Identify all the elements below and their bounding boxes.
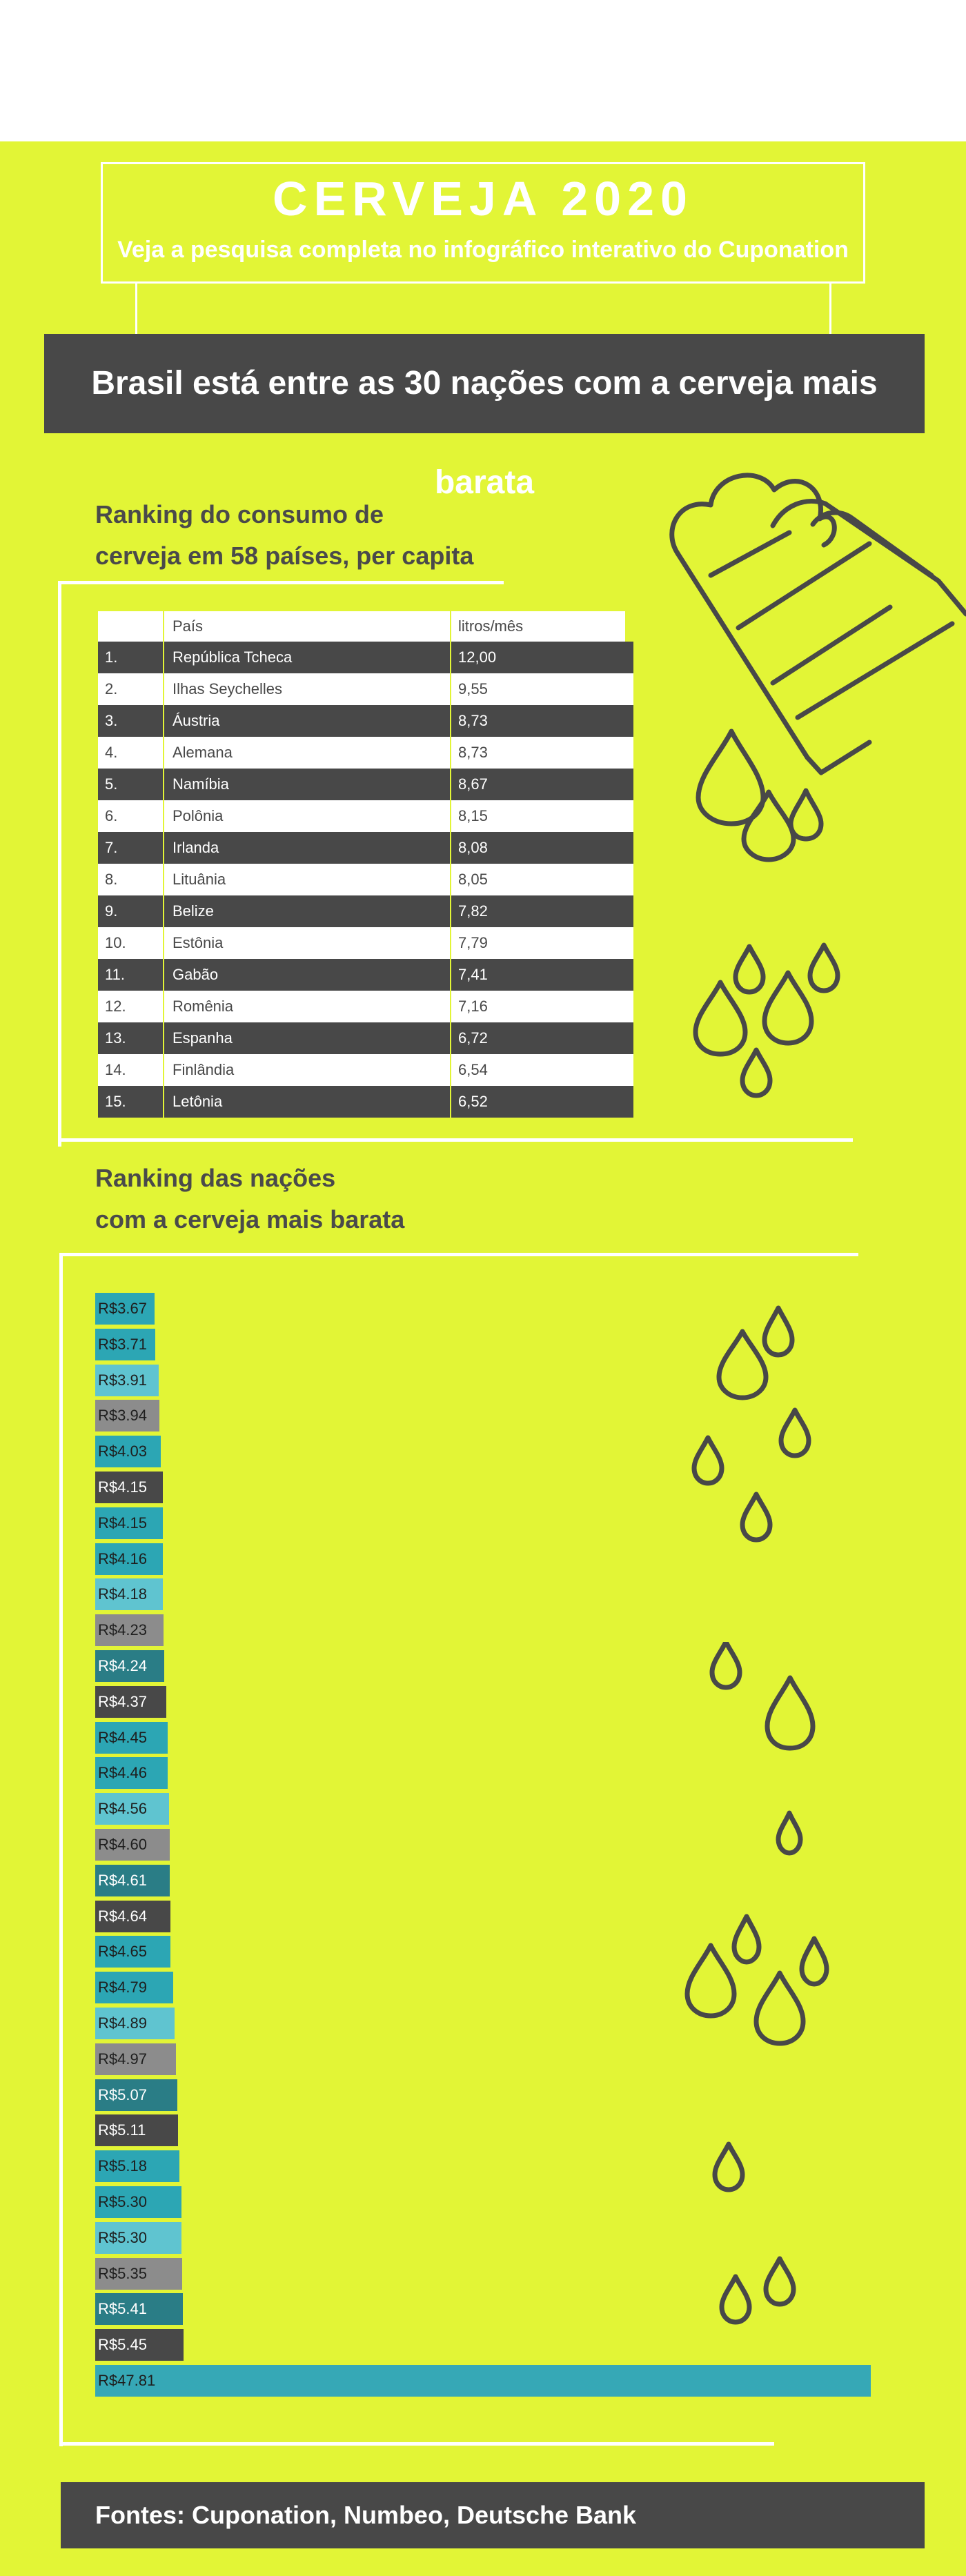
bar-value-label: R$4.60 — [98, 1836, 147, 1853]
bar-value-label: R$5.45 — [98, 2336, 147, 2353]
cheapest-heading-line-2: com a cerveja mais barata — [95, 1205, 405, 1233]
section2-bottom-rule — [59, 2442, 774, 2446]
cheapest-heading-line-1: Ranking das nações — [95, 1164, 336, 1192]
table-header-country: País — [164, 611, 451, 642]
table-header-rank — [98, 611, 164, 642]
table-cell-country: Espanha — [164, 1022, 451, 1054]
bar-value-label: R$5.41 — [98, 2300, 147, 2317]
table-row — [98, 1054, 633, 1086]
beer-drops-lower-icon — [683, 1642, 862, 2346]
table-cell-liters: 8,08 — [458, 839, 488, 856]
table-cell-liters: 7,82 — [458, 902, 488, 920]
bar-value-label: R$4.03 — [98, 1443, 147, 1460]
table-cell-liters: 7,41 — [458, 966, 488, 983]
table-cell-rank: 1. — [98, 642, 164, 673]
bar-value-label: R$3.67 — [98, 1300, 147, 1317]
bar-value-label: R$4.37 — [98, 1693, 147, 1710]
bar-value-label: R$5.07 — [98, 2086, 147, 2103]
table-cell-liters: 8,67 — [458, 775, 488, 793]
title-frame-stem-left — [135, 284, 137, 334]
table-cell-liters: 9,55 — [458, 680, 488, 697]
consumption-heading-line-1: Ranking do consumo de — [95, 500, 384, 528]
bar-value-label: R$5.30 — [98, 2229, 147, 2246]
table-header-row — [98, 611, 625, 642]
table-row — [98, 959, 633, 991]
section1-top-rule — [58, 581, 504, 584]
table-row — [98, 642, 633, 673]
table-cell-rank: 10. — [98, 927, 164, 959]
table-cell-liters: 8,05 — [458, 871, 488, 888]
table-cell-rank: 14. — [98, 1054, 164, 1086]
table-row — [98, 895, 633, 927]
table-cell-liters: 6,72 — [458, 1029, 488, 1047]
table-row — [98, 991, 633, 1022]
bar-value-label: R$5.35 — [98, 2265, 147, 2282]
table-cell-rank: 13. — [98, 1022, 164, 1054]
table-cell-country: República Tcheca — [164, 642, 451, 673]
table-cell-rank: 5. — [98, 769, 164, 800]
table-cell-liters: 8,15 — [458, 807, 488, 824]
consumption-heading-line-2: cerveja em 58 países, per capita — [95, 542, 474, 570]
section1-side-rule — [58, 581, 61, 1147]
table-cell-country: Alemana — [164, 737, 451, 769]
table-cell-country: Gabão — [164, 959, 451, 991]
table-cell-country: Namíbia — [164, 769, 451, 800]
bar-value-label: R$3.94 — [98, 1407, 147, 1424]
table-cell-country: Romênia — [164, 991, 451, 1022]
table-cell-country: Irlanda — [164, 832, 451, 864]
table-cell-rank: 8. — [98, 864, 164, 895]
table-body — [98, 642, 633, 1118]
table-cell-country: Finlândia — [164, 1054, 451, 1086]
bar-value-label: R$4.89 — [98, 2014, 147, 2032]
table-cell-country: Ilhas Seychelles — [164, 673, 451, 705]
table-cell-rank: 4. — [98, 737, 164, 769]
bar-value-label: R$4.56 — [98, 1800, 147, 1817]
table-cell-rank: 9. — [98, 895, 164, 927]
page-subtitle: Veja a pesquisa completa no infográfico interativo do Cuponation — [117, 237, 849, 263]
bar-value-label: R$4.45 — [98, 1729, 147, 1746]
bar-value-label: R$5.30 — [98, 2193, 147, 2210]
table-row — [98, 832, 633, 864]
chart-bar — [95, 2365, 871, 2397]
bar-value-label: R$3.71 — [98, 1336, 147, 1353]
table-cell-liters: 8,73 — [458, 712, 488, 729]
table-row — [98, 673, 633, 705]
bar-value-label: R$4.97 — [98, 2050, 147, 2068]
table-cell-country: Letônia — [164, 1086, 451, 1118]
table-cell-country: Polônia — [164, 800, 451, 832]
beer-drops-icon — [683, 724, 966, 1773]
headline-text: Brasil está entre as 30 nações com a cerveja mais barata — [91, 365, 878, 501]
table-cell-liters: 6,54 — [458, 1061, 488, 1078]
bar-value-label: R$4.24 — [98, 1657, 147, 1674]
table-cell-rank: 15. — [98, 1086, 164, 1118]
bar-value-label: R$4.79 — [98, 1979, 147, 1996]
bar-value-label: R$4.15 — [98, 1514, 147, 1532]
table-row — [98, 769, 633, 800]
table-cell-rank: 12. — [98, 991, 164, 1022]
title-frame-stem-right — [829, 284, 831, 334]
consumption-table — [98, 611, 633, 1118]
table-row — [98, 705, 633, 737]
bar-value-label: R$5.11 — [98, 2121, 146, 2139]
bar-value-label: R$4.23 — [98, 1621, 147, 1638]
table-row — [98, 864, 633, 895]
sources-text: Fontes: Cuponation, Numbeo, Deutsche Bank — [95, 2501, 637, 2529]
section2-side-rule — [59, 1253, 63, 2446]
bar-value-label: R$4.18 — [98, 1585, 147, 1603]
table-cell-liters: 12,00 — [458, 648, 497, 666]
table-header-liters: litros/mês — [458, 617, 524, 635]
table-row — [98, 927, 633, 959]
bar-value-label: R$3.91 — [98, 1371, 147, 1389]
table-row — [98, 1086, 633, 1118]
table-cell-country: Lituânia — [164, 864, 451, 895]
bar-value-label: R$4.16 — [98, 1550, 147, 1567]
table-cell-country: Áustria — [164, 705, 451, 737]
table-cell-liters: 7,79 — [458, 934, 488, 951]
table-row — [98, 800, 633, 832]
table-cell-liters: 7,16 — [458, 998, 488, 1015]
bar-value-label: R$4.65 — [98, 1943, 147, 1960]
bar-value-label: R$4.15 — [98, 1478, 147, 1496]
bar-value-label: R$47.81 — [98, 2372, 156, 2389]
table-cell-country: Estônia — [164, 927, 451, 959]
table-cell-rank: 3. — [98, 705, 164, 737]
table-cell-rank: 2. — [98, 673, 164, 705]
bar-value-label: R$4.64 — [98, 1908, 147, 1925]
bar-value-label: R$5.18 — [98, 2157, 147, 2174]
bar-value-label: R$4.61 — [98, 1872, 147, 1889]
table-row — [98, 737, 633, 769]
page-title: CERVEJA 2020 — [273, 172, 693, 226]
table-row — [98, 1022, 633, 1054]
table-cell-liters: 8,73 — [458, 744, 488, 761]
table-cell-rank: 6. — [98, 800, 164, 832]
table-cell-liters: 6,52 — [458, 1093, 488, 1110]
table-cell-rank: 11. — [98, 959, 164, 991]
bar-value-label: R$4.46 — [98, 1764, 147, 1781]
table-cell-country: Belize — [164, 895, 451, 927]
table-cell-rank: 7. — [98, 832, 164, 864]
